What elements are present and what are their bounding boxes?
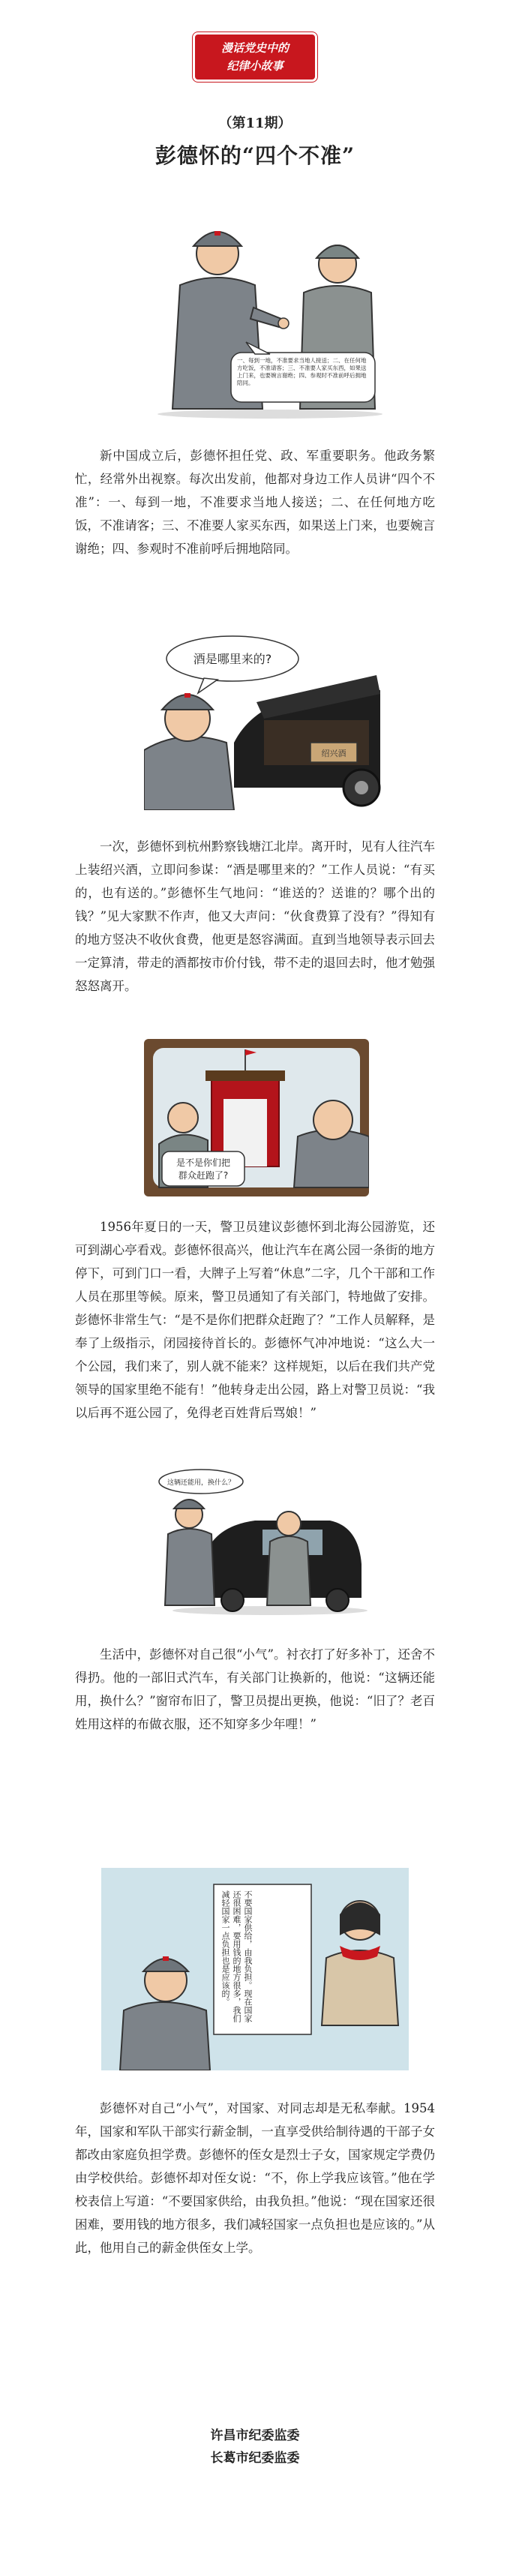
- issue-number: （第11期）: [218, 116, 292, 131]
- peng-dehuai-figure: [144, 693, 234, 810]
- page-title: 彭德怀的“四个不准”: [154, 143, 356, 168]
- banner-line-1: 漫话党史中的: [220, 41, 289, 55]
- car-speech-bubble: [159, 1470, 243, 1494]
- paragraph-intro: 新中国成立后，彭德怀担任党、政、军重要职务。他政务繁忙，经常外出视察。每次出发前，他都对身边工作人员讲“四个不准”：一、每到一地，不准要求当地人接送；二、在任何地方吃饭，不准请客；三、不准要人家买东西，如果送上门来，也要婉言谢绝；四、参观时不准前呼后拥地陪同。: [75, 449, 435, 556]
- crowd-speech-bubble: [162, 1151, 244, 1186]
- wine-box: [310, 743, 357, 762]
- wine-box-label: 绍兴酒: [321, 749, 346, 758]
- comic-panel-1: [150, 195, 390, 420]
- peng-dehuai-figure: [165, 1500, 214, 1605]
- series-banner: [195, 35, 315, 80]
- publisher-line-2: 长葛市纪委监委: [210, 2451, 300, 2466]
- letter-board: [214, 1884, 311, 2034]
- question-speech-bubble: [166, 636, 298, 693]
- letter-text: 不要国家供给，由我负担。现在国家还很困难，要用钱的地方很多，我们减轻国家一点负担也是应该的。: [220, 1890, 253, 2022]
- bubble-four-rules: 一、每到一地，不准要求当地人接送；二、在任何地方吃饭，不准请客；三、不准要人家买东西，如果送上门来，也要婉言谢绝；四、参观时不准前呼后拥地陪同。: [237, 357, 367, 386]
- bubble-car: 这辆还能用，换什么？: [166, 1479, 236, 1487]
- comic-panel-2: [144, 630, 384, 810]
- paragraph-frugal: 生活中，彭德怀对自己很“小气”。衬衣打了好多补丁，还舍不得扔。他的一部旧式汽车，有关部门让换新的，他说：“这辆还能用，换什么？”窗帘布旧了，警卫员提出更换，他说：“旧了？老百姓用这样的布做衣服，还不知穿多少年哩！”: [75, 1647, 435, 1731]
- paragraph-park: 1956年夏日的一天，警卫员建议彭德怀到北海公园游览，还可到湖心亭看戏。彭德怀很高兴，他让汽车在离公园一条街的地方停下，可到门口一看，大牌子上写着“休息”二字，几个干部和工作人员在那里等候。原来，警卫员通知了有关部门，特地做了安排。彭德怀非常生气：“是不是你们把群众赶跑了？”工作人员解释，是奉了上级指示，闭园接待首长的。彭德怀气冲冲地说：“这么大一个公园，我们来了，别人就不能来？这样规矩，以后在我们共产党领导的国家里绝不能有！”他转身走出公园，路上对警卫员说：“我以后再不逛公园了，免得老百姓背后骂娘！”: [75, 1220, 435, 1420]
- comic-panel-4: [158, 1467, 368, 1617]
- bubble-crowd-line2: 群众赶跑了?: [178, 1170, 229, 1181]
- comic-panel-5: [101, 1868, 409, 2070]
- publisher-line-1: 许昌市纪委监委: [210, 2428, 300, 2443]
- banner-line-2: 纪律小故事: [226, 59, 284, 73]
- comic-panel-3: [144, 1039, 369, 1196]
- paragraph-hangzhou: 一次，彭德怀到杭州黔察钱塘江北岸。离开时，见有人往汽车上装绍兴酒，立即问参谋：“酒是哪里来的？”工作人员说：“有买的，也有送的。”彭德怀生气地问：“谁送的？送谁的？哪个出的钱？”见大家默不作声，他又大声问：“伙食费算了没有？”得知有的地方竖决不收伙食费，他更是怒容满面。直到当地领导表示回去一定算清，带走的酒都按市价付钱，带不走的退回去时，他才勉强怒怒离开。: [75, 839, 435, 993]
- bubble-wine-question: 酒是哪里来的?: [193, 652, 272, 666]
- paragraph-selfless: 彭德怀对自己“小气”，对国家、对同志却是无私奉献。1954年，国家和军队干部实行薪金制，一直享受供给制待遇的干部子女都改由家庭负担学费。彭德怀的侄女是烈士子女，国家规定学费仍由学校供给。彭德怀却对侄女说：“不，你上学我应该管。”他在学校表信上写道：“不要国家供给，由我负担。”他说：“现在国家还很困难，要用钱的地方很多，我们减轻国家一点负担也是应该的。”从此，他用自己的薪金供侄女上学。: [75, 2101, 435, 2255]
- bubble-crowd-line1: 是不是你们把: [176, 1157, 231, 1168]
- black-car: [234, 675, 380, 806]
